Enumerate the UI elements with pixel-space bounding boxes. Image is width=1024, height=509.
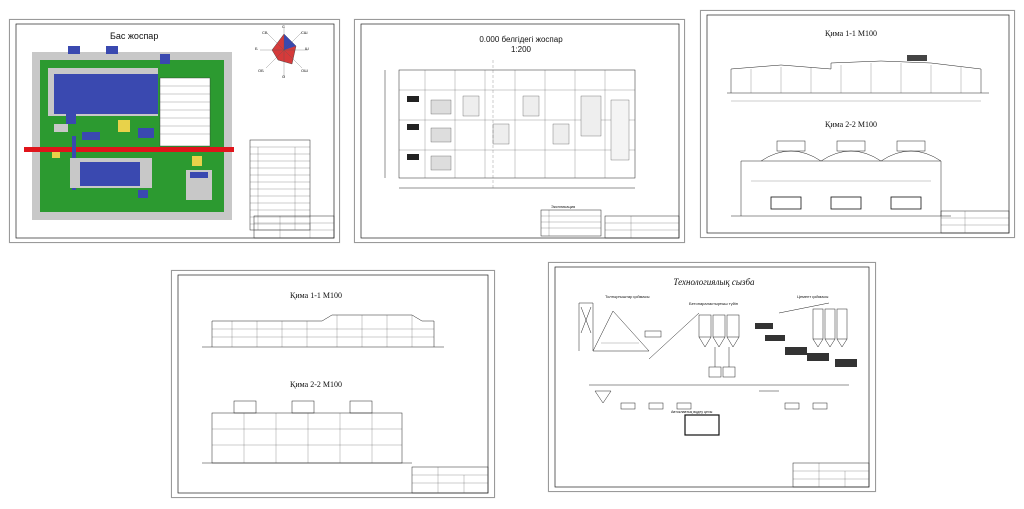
svg-text:Экспликация: Экспликация (551, 204, 576, 209)
section-2-title: Қима 2-2 М100 (290, 380, 342, 389)
general-plan-drawing (10, 20, 339, 242)
svg-text:СБ: СБ (262, 30, 268, 35)
tech-scheme-drawing (549, 263, 875, 491)
autoclave-icon (685, 415, 719, 435)
wind-rose-icon (255, 24, 309, 79)
svg-text:СШ: СШ (301, 30, 308, 35)
label-concrete-mixer: Бетонараластырғыш түйін (689, 301, 738, 306)
sheet-tech-scheme[interactable] (548, 262, 876, 492)
sheet-sections-top[interactable] (700, 10, 1015, 238)
section-2-facade (202, 401, 412, 463)
title-block-stamp (254, 216, 334, 238)
warehouse-building (160, 78, 210, 146)
cement-store-drawing (755, 303, 857, 367)
svg-text:ОШ: ОШ (301, 68, 308, 73)
floor-plan-drawing (355, 20, 684, 242)
title-block-stamp (605, 216, 679, 238)
sections-bottom-drawing (172, 271, 494, 497)
sheet-general-plan[interactable] (9, 19, 340, 243)
general-plan-title: Бас жоспар (110, 31, 159, 41)
sheet-floor-plan[interactable] (354, 19, 685, 243)
svg-text:О: О (282, 74, 286, 79)
aggregate-store-drawing (579, 303, 661, 351)
production-line-drawing (589, 385, 849, 435)
section-1-facade (202, 315, 444, 347)
label-cement-store: Цемент қоймасы (797, 294, 829, 299)
tech-scheme-title: Технологиялық сызба (673, 277, 755, 287)
label-aggregate-store: Толтырғыштар қоймасы (605, 294, 650, 299)
title-block-stamp (941, 211, 1009, 233)
title-block-stamp (412, 467, 488, 493)
floor-plan-layout (385, 60, 635, 190)
section-1-drawing (727, 55, 989, 101)
main-building (54, 74, 158, 114)
explication-table (541, 204, 601, 236)
title-block-stamp (793, 463, 869, 487)
floor-plan-scale: 1:200 (510, 45, 532, 54)
sheet-sections-bottom[interactable] (171, 270, 495, 498)
floor-plan-title: 0.000 белгідегі жоспар (479, 35, 563, 44)
svg-text:ОБ: ОБ (258, 68, 264, 73)
section-1-title: Қима 1-1 М100 (290, 291, 342, 300)
section-2-drawing (731, 141, 951, 216)
svg-text:Б: Б (255, 46, 258, 51)
sections-top-drawing (701, 11, 1014, 237)
label-autoclave: Автоклавтық өңдеу цехы (671, 410, 713, 414)
section-2-title: Қима 2-2 М100 (825, 120, 877, 129)
section-1-title: Қима 1-1 М100 (825, 29, 877, 38)
svg-text:С: С (282, 24, 285, 29)
concrete-mixer-drawing (649, 313, 739, 377)
secondary-building (80, 162, 140, 186)
main-road-red (24, 147, 234, 152)
svg-text:Ш: Ш (305, 46, 309, 51)
